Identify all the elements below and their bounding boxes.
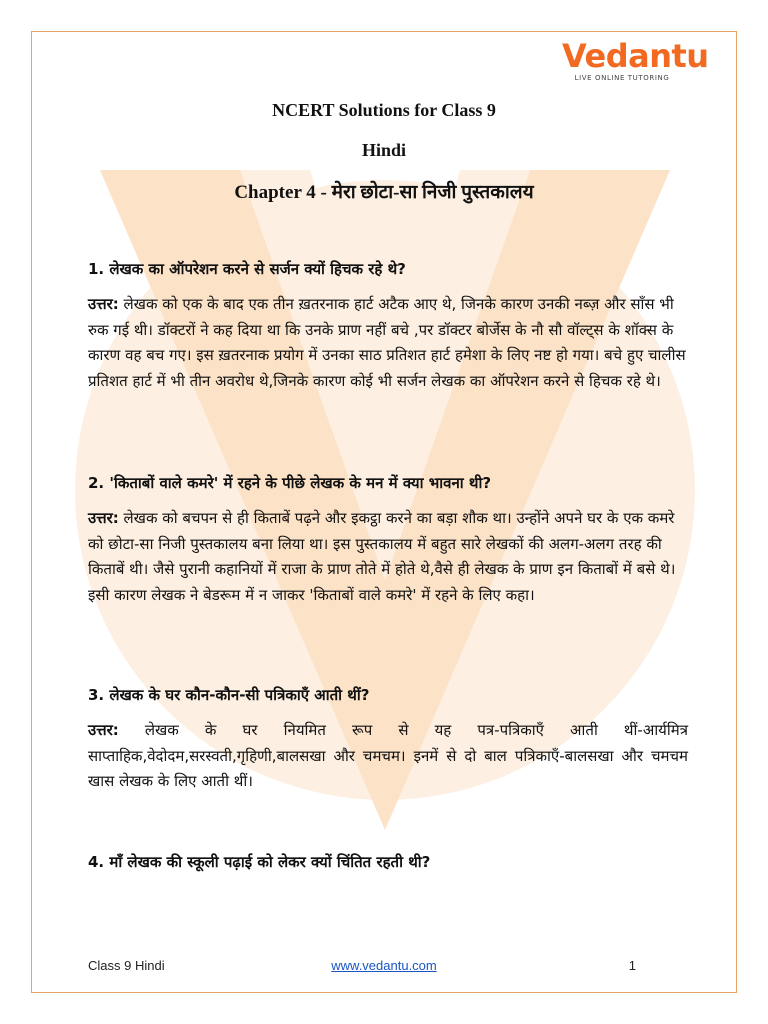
question-text: 2. 'किताबों वाले कमरे' में रहने के पीछे लेखक के मन में क्या भावना थी? bbox=[88, 474, 492, 492]
page-number: 1 bbox=[628, 958, 636, 973]
logo-tagline: LIVE ONLINE TUTORING bbox=[574, 74, 670, 82]
qa-item bbox=[88, 258, 688, 394]
answer-paragraph bbox=[88, 506, 688, 608]
answer-text: लेखक को एक के बाद एक तीन ख़तरनाक हार्ट अटैक आए थे, जिनके कारण उनकी नब्ज़ और साँस भी रुक गई थी। डॉक्टरों ने कह दिया था कि उनके प्राण नहीं बचे ,पर डॉक्टर बोर्जेस के नौ सौ वॉल्ट्स के शॉक्स के कारण वह बच गए। इस ख़तरनाक प्रयोग में उनका साठ प्रतिशत हार्ट हमेशा के लिए नष्ट हो गया। बचे हुए चालीस प्रतिशत हार्ट में भी तीन अवरोध थे,जिनके कारण कोई भी सर्जन लेखक का ऑपरेशन करने से हिचक रहे थे। bbox=[88, 295, 686, 390]
question-text: 1. लेखक का ऑपरेशन करने से सर्जन क्यों हिचक रहे थे? bbox=[88, 260, 406, 278]
answer-paragraph bbox=[88, 292, 688, 394]
answer-label: उत्तर: bbox=[88, 509, 119, 527]
vedantu-logo[interactable] bbox=[562, 36, 709, 82]
logo-word: Vedantu bbox=[562, 37, 709, 75]
answer-text: लेखक के घर नियमित रूप से यह पत्र-पत्रिकाएँ आती थीं-आर्यमित्र साप्ताहिक,वेदोदम,सरस्वती,गृहिणी,बालसखा और चमचम। इनमें से दो बाल पत्रिकाएँ-बालसखा और चमचम खास लेखक के लिए आती थीं। bbox=[88, 721, 688, 790]
footer-website-link[interactable]: www.vedantu.com bbox=[331, 958, 437, 973]
answer-text: लेखक को बचपन से ही किताबें पढ़ने और इकट्ठा करने का बड़ा शौक था। उन्होंने अपने घर के एक कमरे को छोटा-सा निजी पुस्तकालय बना लिया था। इस पुस्तकालय में बहुत सारे लेखकों की अलग-अलग तरह की किताबें थी। जैसे पुरानी कहानियों में राजा के प्राण तोते में होते थे,वैसे ही लेखक के प्राण इन किताबों में बसे थे। इसी कारण लेखक ने बेडरूम में न जाकर 'किताबों वाले कमरे' में रहने के लिए कहा। bbox=[88, 509, 676, 604]
doc-title: NCERT Solutions for Class 9 bbox=[272, 100, 496, 120]
footer-link-wrap bbox=[0, 958, 768, 973]
footer-class-label: Class 9 Hindi bbox=[88, 958, 165, 973]
qa-item bbox=[88, 851, 430, 885]
question-text: 3. लेखक के घर कौन-कौन-सी पत्रिकाएँ आती थीं? bbox=[88, 686, 370, 704]
question-text: 4. माँ लेखक की स्कूली पढ़ाई को लेकर क्यों चिंतित रहती थी? bbox=[88, 853, 431, 871]
answer-label: उत्तर: bbox=[88, 721, 119, 739]
answer-label: उत्तर: bbox=[88, 295, 119, 313]
doc-chapter: Chapter 4 - मेरा छोटा-सा निजी पुस्तकालय bbox=[234, 182, 534, 203]
answer-paragraph bbox=[88, 718, 688, 795]
qa-item bbox=[88, 684, 688, 795]
qa-item bbox=[88, 472, 688, 608]
doc-subject: Hindi bbox=[361, 140, 407, 160]
